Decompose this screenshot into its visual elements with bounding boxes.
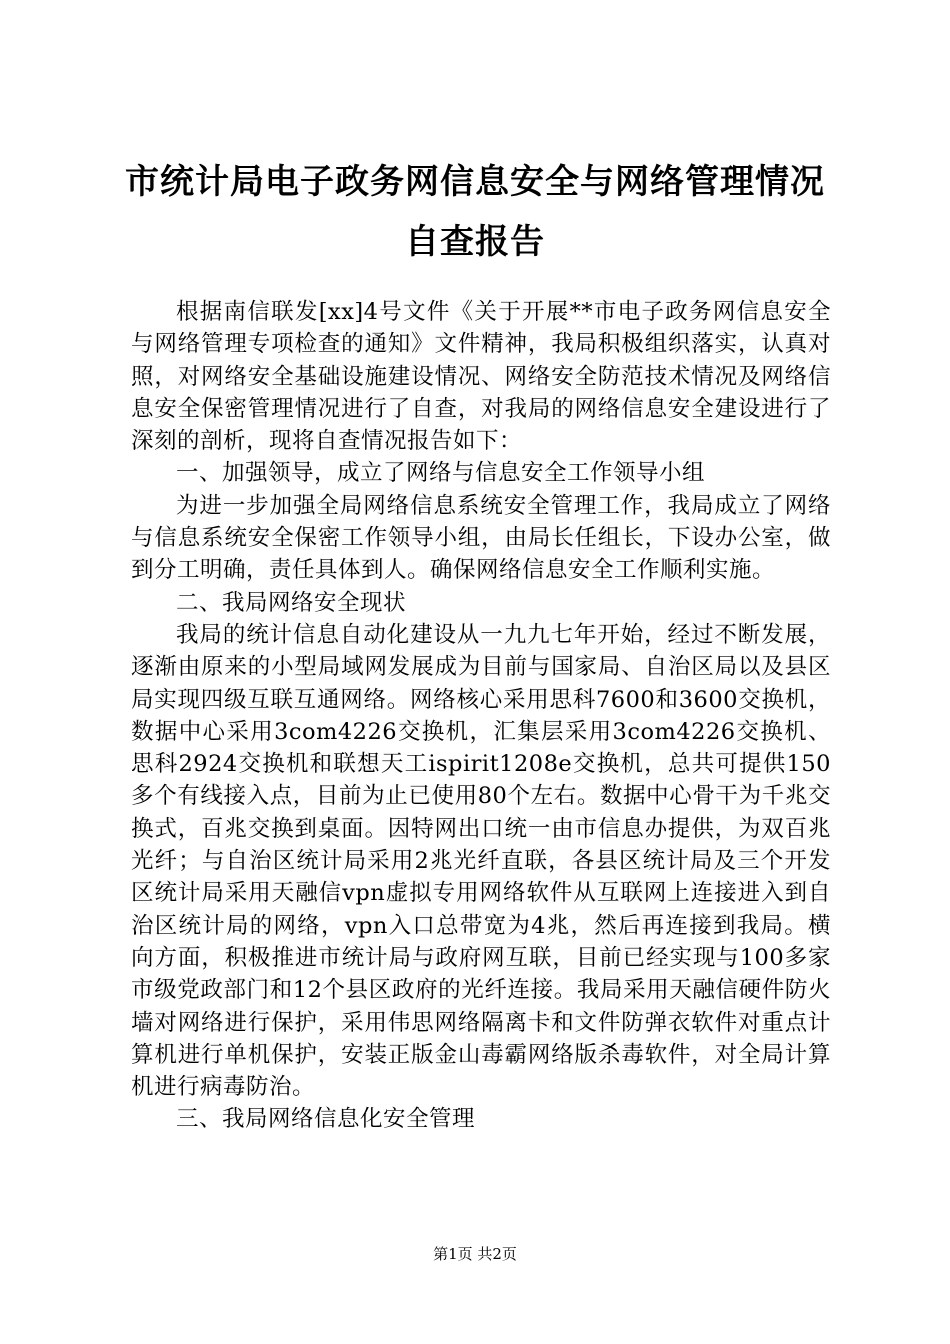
section-heading-1: 一、加强领导，成立了网络与信息安全工作领导小组 (176, 460, 706, 487)
section-heading-2: 二、我局网络安全现状 (176, 589, 407, 616)
section-1-paragraph: 为进一步加强全局网络信息系统安全管理工作，我局成立了网络与信息系统安全保密工作领导小组，由局长任组长，下设办公室，做到分工明确，责任具体到人。确保网络信息安全工作顺利实施。 (131, 492, 831, 584)
section-heading-3: 三、我局网络信息化安全管理 (176, 1106, 476, 1133)
intro-paragraph: 根据南信联发[xx]4号文件《关于开展**市电子政务网信息安全与网络管理专项检查的通知》文件精神，我局积极组织落实，认真对照，对网络安全基础设施建设情况、网络安全防范技术情况及网络信息安全保密管理情况进行了自查，对我局的网络信息安全建设进行了深刻的剖析，现将自查情况报告如下： (131, 299, 831, 455)
document-body (131, 296, 831, 1136)
document-title-line-2: 自查报告 (405, 222, 545, 262)
section-2-paragraph: 我局的统计信息自动化建设从一九九七年开始，经过不断发展，逐渐由原来的小型局域网发展成为目前与国家局、自治区局以及县区局实现四级互联互通网络。网络核心采用思科7600和3600交换机，数据中心采用3com4226交换机，汇集层采用3com4226交换机、思科2924交换机和联想天工ispirit1208e交换机，总共可提供150多个有线接入点，目前为止已使用80个左右。数据中心骨干为千兆交换式，百兆交换到桌面。因特网出口统一由市信息办提供，为双百兆光纤；与自治区统计局采用2兆光纤直联，各县区统计局及三个开发区统计局采用天融信vpn虚拟专用网络软件从互联网上连接进入到自治区统计局的网络，vpn入口总带宽为4兆，然后再连接到我局。横向方面，积极推进市统计局与政府网互联，目前已经实现与100多家市级党政部门和12个县区政府的光纤连接。我局采用天融信硬件防火墙对网络进行保护，采用伟思网络隔离卡和文件防弹衣软件对重点计算机进行单机保护，安装正版金山毒霸网络版杀毒软件，对全局计算机进行病毒防治。 (131, 621, 831, 1101)
document-title-line-1: 市统计局电子政务网信息安全与网络管理情况 (125, 162, 825, 202)
page-footer: 第1页 共2页 (433, 1245, 517, 1263)
